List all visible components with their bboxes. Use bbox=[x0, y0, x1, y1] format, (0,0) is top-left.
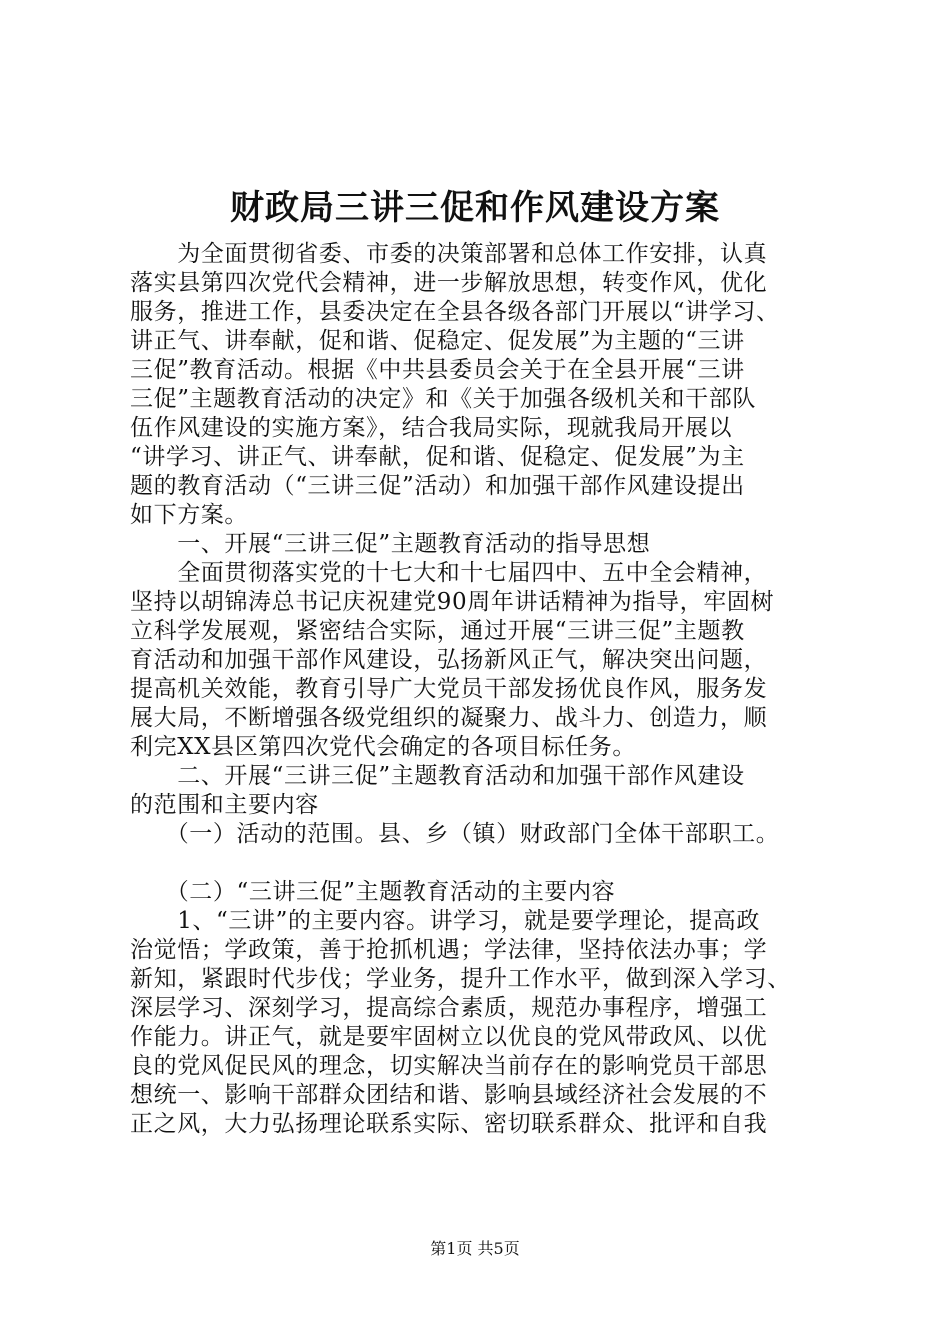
page-number-footer: 第1页 共5页 bbox=[430, 1239, 520, 1258]
body-line: 落实县第四次党代会精神，进一步解放思想，转变作风，优化 bbox=[130, 270, 768, 296]
blank-line bbox=[130, 849, 830, 878]
body-line: 服务，推进工作，县委决定在全县各级各部门开展以“讲学习、 bbox=[130, 299, 780, 325]
body-line: 坚持以胡锦涛总书记庆祝建党90周年讲话精神为指导，牢固树 bbox=[130, 589, 775, 615]
body-line: 为全面贯彻省委、市委的决策部署和总体工作安排，认真 bbox=[130, 241, 768, 267]
body-line: 深层学习、深刻学习，提高综合素质，规范办事程序，增强工 bbox=[130, 995, 768, 1021]
document-body bbox=[130, 240, 830, 1139]
body-line: 育活动和加强干部作风建设，弘扬新风正气，解决突出问题， bbox=[130, 647, 768, 673]
body-line: 想统一、影响干部群众团结和谐、影响县域经济社会发展的不 bbox=[130, 1082, 768, 1108]
body-line: （一）活动的范围。县、乡（镇）财政部门全体干部职工。 bbox=[130, 821, 780, 847]
section-heading: 的范围和主要内容 bbox=[130, 792, 319, 818]
body-line: 治觉悟；学政策，善于抢抓机遇；学法律，坚持依法办事；学 bbox=[130, 937, 768, 963]
body-line: 立科学发展观，紧密结合实际，通过开展“三讲三促”主题教 bbox=[130, 618, 745, 644]
body-line: 伍作风建设的实施方案》，结合我局实际，现就我局开展以 bbox=[130, 415, 733, 441]
document-title: 财政局三讲三促和作风建设方案 bbox=[230, 188, 720, 228]
body-line: 如下方案。 bbox=[130, 502, 248, 528]
section-heading: 一、开展“三讲三促”主题教育活动的指导思想 bbox=[130, 531, 651, 557]
body-line: 提高机关效能，教育引导广大党员干部发扬优良作风，服务发 bbox=[130, 676, 768, 702]
body-line: 三促”教育活动。根据《中共县委员会关于在全县开展“三讲 bbox=[130, 357, 745, 383]
body-line: 全面贯彻落实党的十七大和十七届四中、五中全会精神， bbox=[130, 560, 768, 586]
body-line: 良的党风促民风的理念，切实解决当前存在的影响党员干部思 bbox=[130, 1053, 768, 1079]
body-line: “讲学习、讲正气、讲奉献，促和谐、促稳定、促发展”为主 bbox=[130, 444, 745, 470]
body-line: 新知，紧跟时代步伐；学业务，提升工作水平，做到深入学习、 bbox=[130, 966, 791, 992]
body-line: 题的教育活动（“三讲三促”活动）和加强干部作风建设提出 bbox=[130, 473, 745, 499]
body-line: 作能力。讲正气，就是要牢固树立以优良的党风带政风、以优 bbox=[130, 1024, 768, 1050]
subsection-heading: （二）“三讲三促”主题教育活动的主要内容 bbox=[130, 879, 616, 905]
body-line: 1、“三讲”的主要内容。讲学习，就是要学理论，提高政 bbox=[130, 908, 760, 934]
body-line: 利完XX县区第四次党代会确定的各项目标任务。 bbox=[130, 734, 636, 760]
body-line: 正之风，大力弘扬理论联系实际、密切联系群众、批评和自我 bbox=[130, 1111, 768, 1137]
body-line: 讲正气、讲奉献，促和谐、促稳定、促发展”为主题的“三讲 bbox=[130, 328, 745, 354]
section-heading: 二、开展“三讲三促”主题教育活动和加强干部作风建设 bbox=[130, 763, 745, 789]
body-line: 展大局，不断增强各级党组织的凝聚力、战斗力、创造力，顺 bbox=[130, 705, 768, 731]
body-line: 三促”主题教育活动的决定》和《关于加强各级机关和干部队 bbox=[130, 386, 756, 412]
